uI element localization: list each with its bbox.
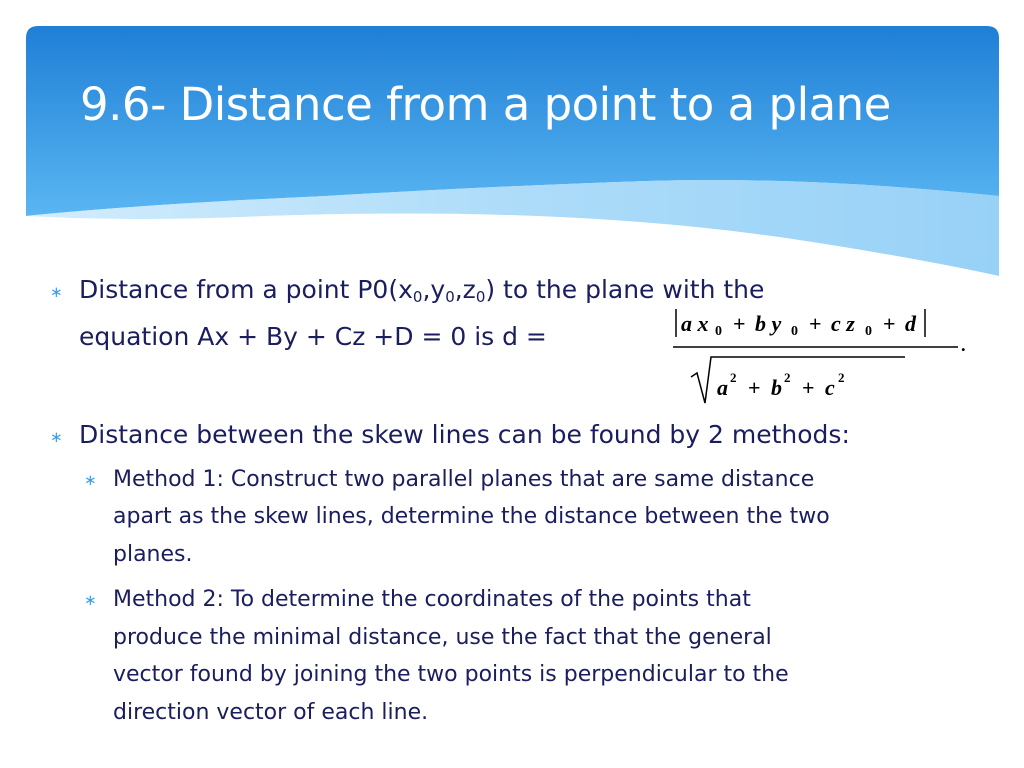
svg-text:d: d <box>905 310 916 336</box>
svg-text:+: + <box>883 310 896 336</box>
banner-wave-graphic <box>26 26 999 276</box>
svg-text:+: + <box>802 374 815 400</box>
title-banner <box>26 26 999 276</box>
bullet-line: Distance from a point $P0(x_0,y_0,z_0)$ to the plane with the <box>79 275 765 306</box>
bullet-line: produce the minimal distance, use the fact that the general <box>113 624 772 650</box>
svg-text:2: 2 <box>838 369 845 385</box>
svg-text:+: + <box>748 374 761 400</box>
sub-bullet-method-1 <box>44 461 984 574</box>
svg-text:b y: b y <box>755 310 782 336</box>
bullet-line: direction vector of each line. <box>113 699 429 725</box>
svg-text:0: 0 <box>791 323 798 339</box>
svg-text:.: . <box>961 334 966 355</box>
svg-text:+: + <box>733 310 746 336</box>
svg-text:a: a <box>717 374 728 400</box>
distance-formula-image <box>673 307 973 407</box>
svg-text:c: c <box>825 374 835 400</box>
slide-title: 9.6- Distance from a point to a plane <box>80 78 891 131</box>
svg-text:0: 0 <box>715 323 722 339</box>
sub-bullet-method-2 <box>44 581 984 731</box>
bullet-icon: ∗ <box>50 427 63 446</box>
bullet-point-skew-lines <box>44 415 984 455</box>
svg-text:+: + <box>809 310 822 336</box>
bullet-icon: ∗ <box>84 470 97 489</box>
bullet-line: planes. <box>113 541 193 567</box>
svg-text:c z: c z <box>831 310 855 336</box>
bullet-point-distance-formula <box>44 270 984 400</box>
bullet-line: apart as the skew lines, determine the distance between the two <box>113 504 830 530</box>
bullet-line: vector found by joining the two points is perpendicular to the <box>113 662 789 688</box>
bullet-line: Distance between the skew lines can be found by 2 methods: <box>79 419 850 449</box>
bullet-icon: ∗ <box>50 283 63 301</box>
slide-body <box>44 270 984 731</box>
bullet-line: Method 1: Construct two parallel planes that are same distance <box>113 466 815 492</box>
svg-text:b: b <box>771 374 782 400</box>
bullet-line: equation Ax + By + Cz +D = 0 is d = a x 0 + b y 0 + c z 0 + d . a 2 + b 2 + c 2 <box>79 317 984 357</box>
svg-text:0: 0 <box>865 323 872 339</box>
svg-text:a x: a x <box>681 310 709 336</box>
bullet-icon: ∗ <box>84 591 97 610</box>
svg-text:2: 2 <box>730 369 737 385</box>
svg-text:2: 2 <box>784 369 791 385</box>
bullet-line: Method 2: To determine the coordinates of the points that <box>113 587 751 613</box>
